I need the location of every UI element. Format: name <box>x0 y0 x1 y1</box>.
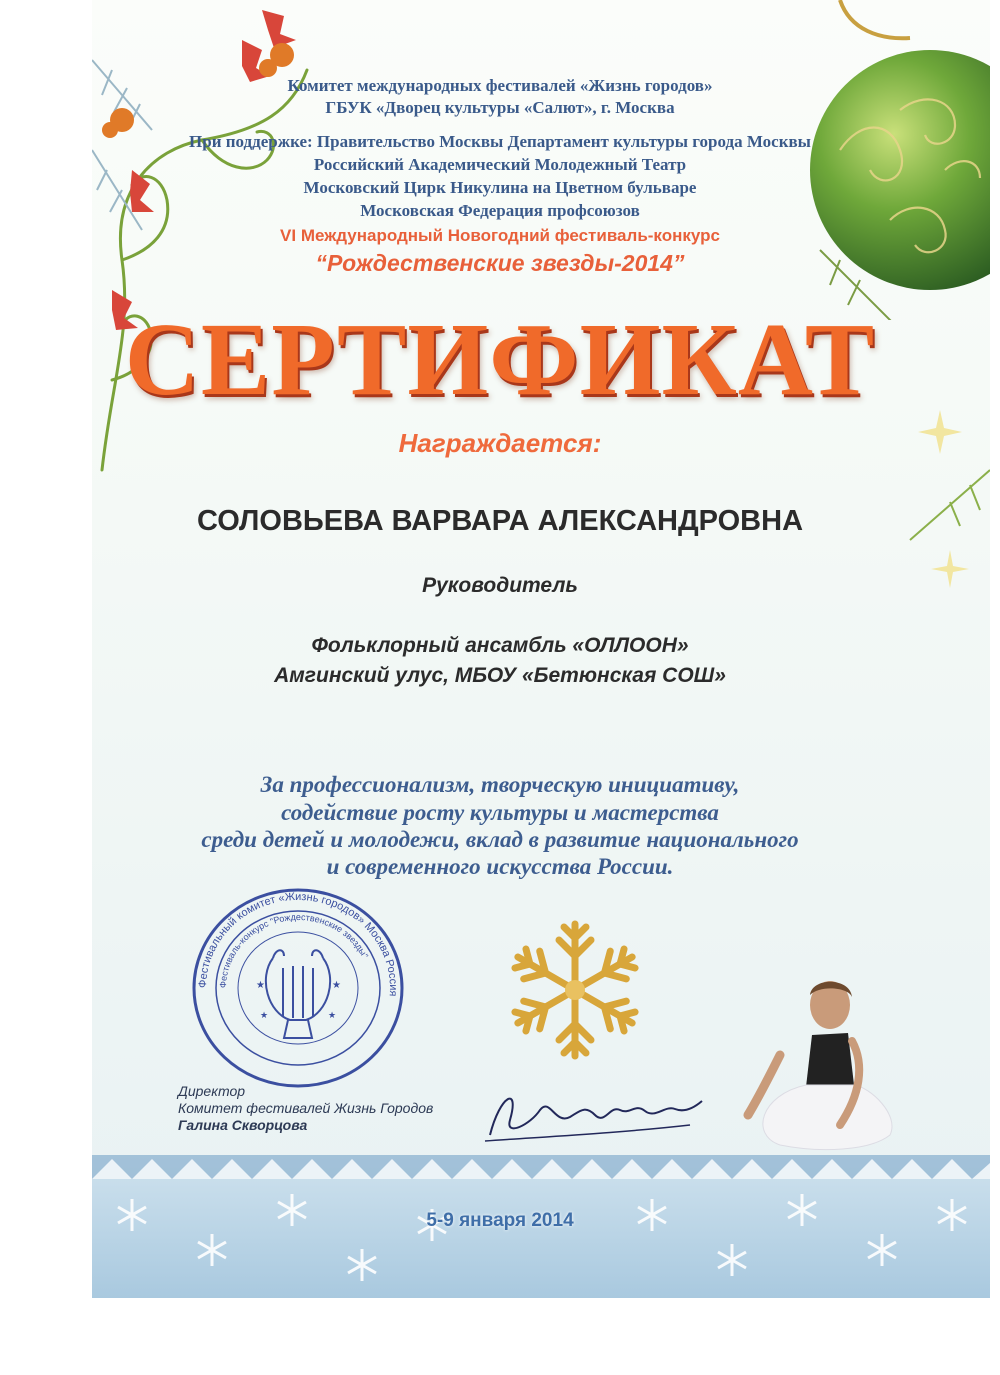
festival-stamp <box>188 888 408 1088</box>
svg-text:★: ★ <box>260 1010 269 1020</box>
merit-line-4: и современного искусства России. <box>326 854 674 879</box>
signatory-organization: Комитет фестивалей Жизнь Городов <box>178 1100 434 1116</box>
support-line-4: Московская Федерация профсоюзов <box>360 201 640 220</box>
support-line-3: Московский Цирк Никулина на Цветном бульваре <box>303 178 697 197</box>
support-line-1: При поддержке: Правительство Москвы Департамент культуры города Москвы <box>189 132 811 151</box>
snowflake-icon <box>500 915 650 1065</box>
merit-line-1: За профессионализм, творческую инициативу, <box>260 772 740 797</box>
support-line-2: Российский Академический Молодежный Театр <box>313 155 687 174</box>
awarded-label: Награждается: <box>398 428 602 458</box>
organizer-line-1: Комитет международных фестивалей «Жизнь городов» <box>287 76 713 95</box>
ballerina-illustration <box>740 975 900 1165</box>
certificate-title: СЕРТИФИКАТ <box>124 302 876 417</box>
svg-text:★: ★ <box>332 980 341 991</box>
signature-text: Скворцова <box>540 1115 546 1116</box>
svg-text:★: ★ <box>328 1010 337 1020</box>
organizer-line-2: ГБУК «Дворец культуры «Салют», г. Москва <box>325 98 675 117</box>
handwritten-signature <box>480 1075 710 1155</box>
festival-name: “Рождественские звезды-2014” <box>315 250 685 276</box>
recipient-name: СОЛОВЬЕВА ВАРВАРА АЛЕКСАНДРОВНА <box>196 505 804 537</box>
ensemble-location: Амгинский улус, МБОУ «Бетюнская СОШ» <box>274 664 726 687</box>
lyre-icon <box>266 950 330 1038</box>
svg-text:★: ★ <box>256 980 265 991</box>
festival-edition: VI Международный Новогодний фестиваль-конкурс <box>280 226 720 245</box>
signatory-title: Директор <box>178 1083 246 1099</box>
ensemble-name: Фольклорный ансамбль «ОЛЛООН» <box>311 634 689 657</box>
recipient-role: Руководитель <box>422 574 578 597</box>
festival-dates: 5-9 января 2014 <box>426 1210 574 1231</box>
merit-line-2: содействие росту культуры и мастерства <box>281 800 719 825</box>
signatory-name: Галина Скворцова <box>178 1117 308 1133</box>
stamp-inner-text: Фестиваль-конкурс "Рождественские звезды" <box>217 911 371 989</box>
merit-line-3: среди детей и молодежи, вклад в развитие национального <box>201 827 799 852</box>
svg-text:Фестиваль-конкурс "Рождественс <box>218 912 370 988</box>
stamp-outer-text: Фестивальный комитет «Жизнь городов» Москва Россия <box>196 890 400 997</box>
